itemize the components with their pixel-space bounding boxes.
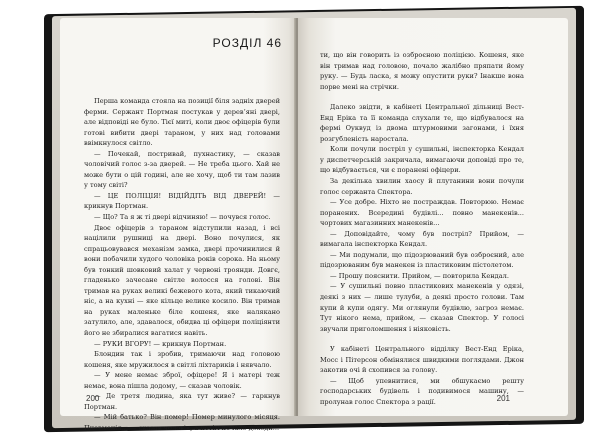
paragraph: — Почекай, постривай, пухнастику, — сказав чоловічий голос з-за дверей. — Не треба цього. Хай не може бути о цій годині, але не хочу, щоб ти там лазив у тому світі?	[84, 149, 280, 190]
right-page	[298, 18, 568, 416]
paragraph: — Доповідайте, чому був постріл? Прийом, — вимагала інспекторка Кендал.	[320, 229, 524, 249]
page-number-right: 201	[496, 394, 510, 403]
paragraph: — У сушильні повно пластикових манекенів у одязі, деякі з них — лише тулуби, а деякі просто голови. Там купи й купи одягу. Ми оглянули будівлю, загроз немає. Тут нікого нема, прийом, — сказав Спектор. У голосі звучали приголомшення і ніяковість.	[320, 282, 524, 333]
paragraph: — Щоб упевнитися, ми обшукаємо решту господарських будівель і подивимося машину, — пролунав голос Спектора з рації.	[320, 376, 524, 406]
paragraph: — Де третя людина, яка тут живе? — гаркнув Портман.	[84, 392, 280, 411]
page-number-left: 200	[86, 394, 100, 403]
paragraph: Блондин так і зробив, тримаючи над головою кошеня, яке мружилося в світлі ліхтариків і нявчало.	[84, 350, 280, 369]
paragraph: Двоє офіцерів з тараном відступили назад, і всі націлили рушниці на двері. Воно почулися, як спрацьовувався механізм замка, двері прочинилися й вони побачили худого чоловіка років сорока. На ньому був тонкий шовковий халат у червоні троянди. Довгє, гладенько зачесане світле волосся на голові. Він тримав на руках великі бежевого кота, який тикаючий ніс, а на кухні — яке кільце велике косило. Він тримав на руках маленьке біле кошеня, яке налякано затулило, але, здавалося, обидва ці офіцери поліціянти його не збиралися вагатися навіть.	[84, 223, 280, 338]
paragraph: — Що? Та я ж ті двері відчиняю! — почувся голос.	[94, 213, 271, 222]
left-page	[60, 18, 296, 432]
paragraph: — Ми подумали, що підозрюваний був озброєний, але підозрюваним був манекен із пластиковим пістолетом.	[320, 250, 524, 270]
paragraph: Коли почули постріл у сушильні, інспекторка Кендал у диспетчерській закричала, вимагаючи доповіді про те, що відбувається, чи є поранені офіцери.	[320, 145, 524, 175]
paragraph: — У мене немає зброї, офіцере! Я і матері теж немає, вона пішла додому, — сказав чоловік.	[84, 371, 280, 390]
paragraph: — РУКИ ВГОРУ! — крикнув Портман.	[94, 339, 227, 348]
paragraph: За декілька хвилин хаосу й плутанини вони почули голос сержанта Спектора.	[320, 177, 524, 196]
paragraph: Перша команда стояла на позиції біля задніх дверей ферми. Сержант Портман постукав у дерев’яні двері, але відповіді не було. Тієї миті, коли двоє офіцерів були готові вибити двері тараном, у них над головами ввімкнулося світло.	[84, 97, 280, 148]
paragraph: У кабінеті Центрального відділку Вест-Енд Еріка, Мосс і Пітерсон обмінялися швидкими поглядами. Джон закотив очі й схопився за голову.	[320, 345, 524, 375]
chapter-title: РОЗДІЛ 46	[212, 36, 282, 50]
right-page-text	[320, 50, 524, 408]
left-page-text	[84, 96, 280, 434]
paragraph: — Мій батько? Він помер! Помер минулого місяця. Пневмонія... — сказав чоловік, а потім почало доходи...	[84, 413, 280, 432]
paragraph: — ЦЕ ПОЛІЦІЯ! ВІДІЙДІТЬ ВІД ДВЕРЕЙ! — крикнув Портман.	[84, 191, 280, 211]
paragraph: ти, що він говорить із озброєною поліцією. Кошеня, яке він тримав над головою, почало жалібно пряпати йому руку. — Будь ласка, я можу опустити руки? Інакше вона порве мені на стрічки.	[320, 51, 524, 91]
paragraph: Далеко звідти, в кабінеті Центральної дільниці Вест-Енд Еріка та її команда слухали те, що відбувалося на фермі Оуквуд із двома штурмовими загонами, і їхня розгубленість наростала.	[320, 103, 524, 143]
paragraph: — Усе добре. Ніхто не постраждав. Повторюю. Немає поранених. Всередині будівлі... повно манекенів... чортових магазинних манекенів...	[320, 198, 524, 228]
paragraph: — Прошу пояснити. Прийом, — повторила Кендал.	[330, 271, 509, 280]
